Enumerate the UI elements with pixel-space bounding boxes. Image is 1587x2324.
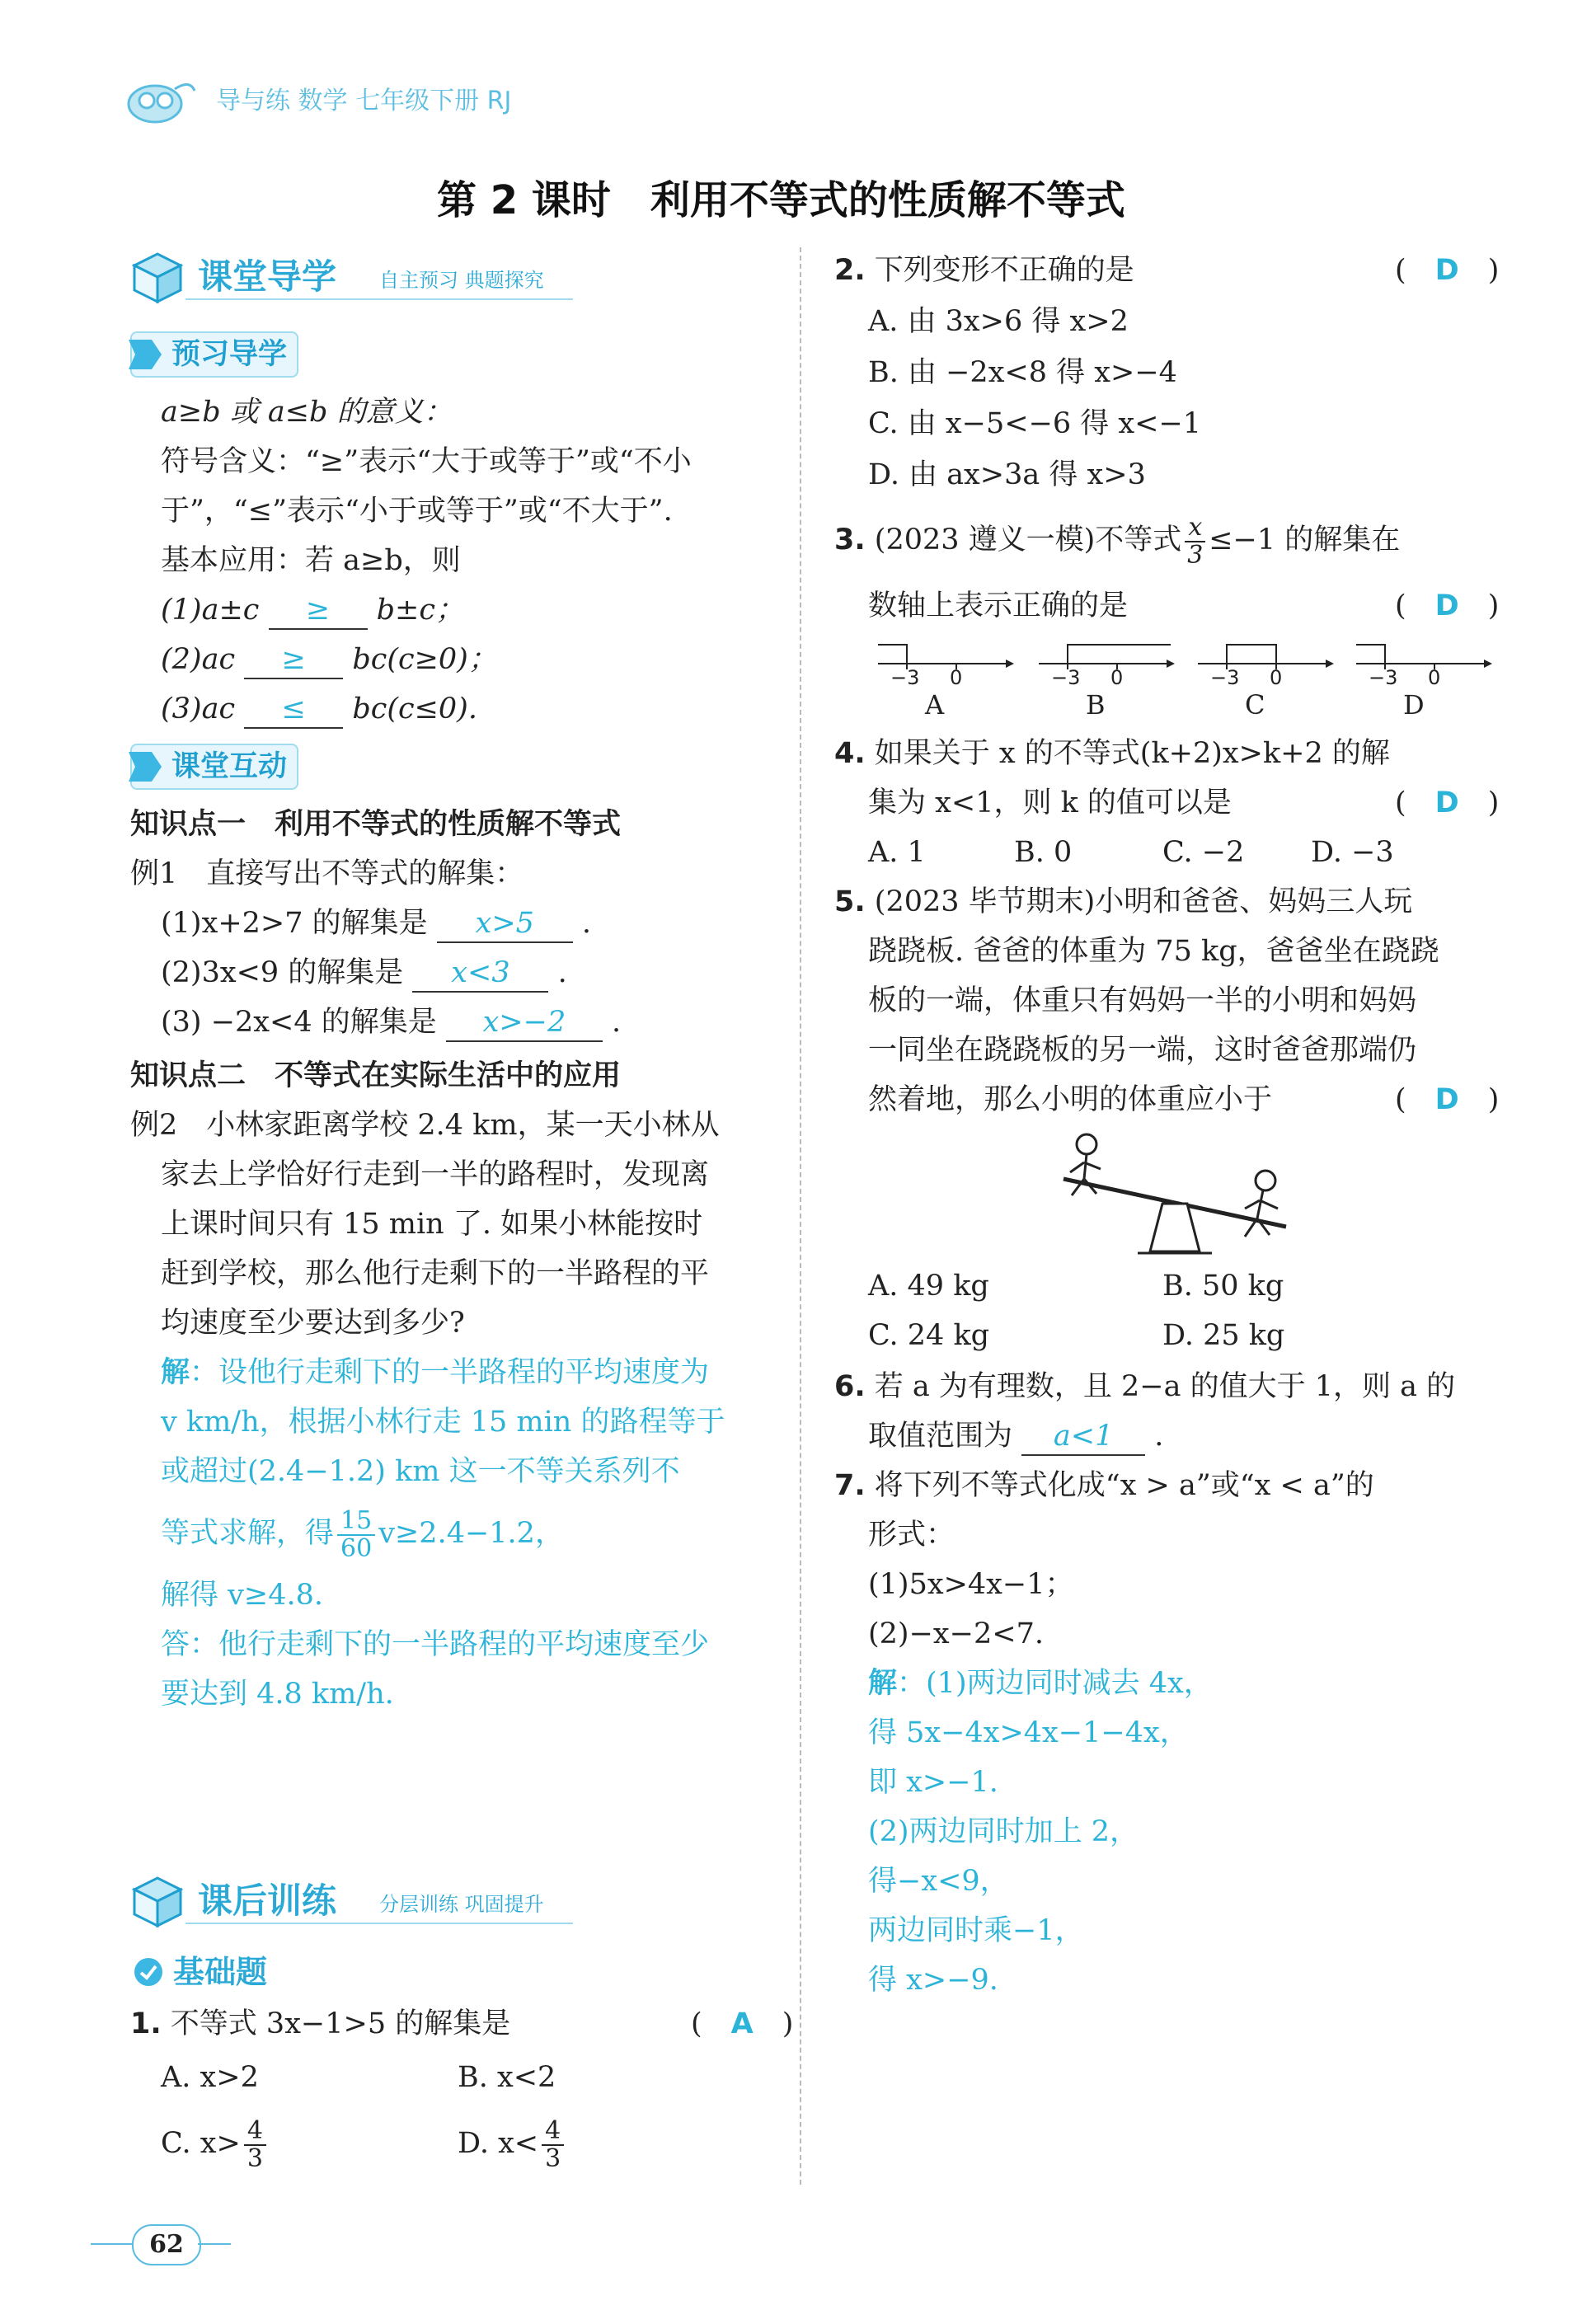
q2-option-c: C. 由 x−5<−6 得 x<−1: [868, 407, 1202, 440]
q7-number: 7.: [834, 1469, 866, 1502]
q5-line-1: (2023 毕节期末)小明和爸爸、妈妈三人玩: [874, 885, 1413, 918]
q5-option-a: A. 49 kg: [868, 1270, 989, 1303]
question-6: [834, 1362, 1455, 1411]
q1-d-fraction: [542, 2115, 564, 2173]
q6-line-2: [868, 1411, 1163, 1461]
q7-solution-line-5: 得−x<9，: [868, 1865, 1009, 1898]
example-1-item-2: [161, 948, 567, 998]
answer-2-line-2: 要达到 4.8 km/h.: [161, 1678, 394, 1711]
section-after-class-underline: [185, 1923, 573, 1924]
q1-d-pre: D. x<: [458, 2127, 539, 2160]
q4-option-d: D. −3: [1311, 836, 1394, 869]
question-4: [834, 729, 1390, 778]
app-2-answer: ≥: [244, 641, 343, 679]
section-classroom-icon: [128, 247, 187, 307]
q5-answer-bracket: ( D ): [1395, 1083, 1500, 1116]
example-2-line-2: 家去上学恰好行走到一半的路程时，发现离: [161, 1158, 710, 1191]
q2-stem: 下列变形不正确的是: [874, 254, 1134, 287]
q1-option-b: B. x<2: [458, 2061, 556, 2094]
q5-answer: D: [1434, 1083, 1459, 1116]
check-icon: [132, 1955, 165, 1988]
sol-frac-post: v≥2.4−1.2，: [378, 1517, 564, 1550]
q6-line-2-pre: 取值范围为: [868, 1420, 1013, 1453]
ex1-3-answer: x>−2: [446, 1004, 603, 1042]
q7-line-4: (2)−x−2<7.: [868, 1617, 1044, 1650]
q1-answer: A: [730, 2007, 754, 2040]
sol-2-l1: ：设他行走剩下的一半路程的平均速度为: [190, 1356, 710, 1389]
q3-stem-pre: (2023 遵义一模)不等式: [874, 523, 1182, 556]
q7-line-1: 将下列不等式化成“x > a”或“x < a”的: [874, 1469, 1374, 1502]
q1-c-den: 3: [247, 2143, 263, 2173]
question-5: [834, 877, 1412, 927]
preview-line-2: 符号含义：“≥”表示“大于或等于”或“不小: [161, 445, 692, 478]
flag-icon: [129, 752, 162, 782]
q5-line-3: 板的一端，体重只有妈妈一半的小明和妈妈: [868, 984, 1417, 1017]
flag-icon: [129, 340, 162, 369]
nl-b-label: B: [1086, 689, 1106, 721]
question-7: [834, 1461, 1374, 1510]
example-2-line-4: 赶到学校，那么他行走剩下的一半路程的平: [161, 1257, 710, 1290]
nl-c-tick-2: 0: [1270, 666, 1283, 689]
seesaw-illustration: [1047, 1129, 1303, 1261]
q7-solution-line-2: 得 5x−4x>4x−1−4x，: [868, 1716, 1189, 1749]
q7-solution-line-6: 两边同时乘−1，: [868, 1914, 1084, 1947]
solution-2-line-2: v km/h，根据小林行走 15 min 的路程等于: [161, 1406, 725, 1439]
page-number-badge: [132, 2224, 201, 2265]
app-1-answer: ≥: [269, 592, 368, 630]
number-line-d: [1352, 635, 1496, 725]
q6-line-2-post: .: [1154, 1420, 1164, 1453]
q4-answer-bracket: ( D ): [1395, 786, 1500, 819]
section-classroom-underline: [185, 298, 573, 300]
q3-frac-den: 3: [1187, 540, 1204, 570]
example-1-stem: 例1 直接写出不等式的解集：: [130, 857, 524, 890]
pill-preview-label: 预习导学: [171, 338, 288, 371]
frac-den: 60: [340, 1533, 373, 1563]
q1-answer-bracket: ( A ): [691, 2007, 794, 2040]
frac-num: 15: [337, 1508, 375, 1536]
knowledge-point-1: 知识点一 利用不等式的性质解不等式: [130, 808, 622, 841]
q3-fraction: [1185, 514, 1205, 569]
q7-line-3: (1)5x>4x−1；: [868, 1568, 1074, 1601]
nl-b-tick-2: 0: [1110, 666, 1124, 689]
nl-b-tick-1: −3: [1051, 666, 1081, 689]
example-2-line-1: 例2 小林家距离学校 2.4 km，某一天小林从: [130, 1109, 720, 1142]
pill-interact-label: 课堂互动: [171, 750, 288, 783]
q7-solution-label: 解: [868, 1667, 898, 1700]
nl-d-label: D: [1403, 689, 1425, 721]
q7-line-2: 形式：: [868, 1519, 955, 1552]
example-2-line-5: 均速度至少要达到多少?: [161, 1307, 465, 1340]
q7-solution-line-4: (2)两边同时加上 2，: [868, 1815, 1139, 1848]
q5-option-b: B. 50 kg: [1162, 1270, 1284, 1303]
app-3-pre: (3)ac: [161, 693, 236, 725]
ex1-1-answer: x>5: [437, 905, 573, 943]
q4-option-c: C. −2: [1162, 836, 1245, 869]
question-3: [834, 507, 1400, 573]
solution-2-result: 解得 v≥4.8.: [161, 1579, 324, 1612]
preview-app-3: [161, 684, 477, 734]
section-after-class-subtitle: 分层训练 巩固提升: [379, 1893, 544, 1916]
q1-c-fraction: [244, 2115, 266, 2173]
ex1-2-post: .: [557, 956, 567, 989]
solution-2-line-1: [161, 1348, 709, 1397]
q4-answer: D: [1434, 786, 1459, 819]
number-line-c: [1194, 635, 1338, 725]
ex1-3-post: .: [612, 1006, 622, 1039]
q1-number: 1.: [130, 2007, 162, 2040]
question-1: [130, 1999, 510, 2049]
app-2-post: bc(c≥0)；: [352, 643, 497, 676]
q2-option-a: A. 由 3x>6 得 x>2: [868, 305, 1129, 338]
page-title: 第 2 课时 利用不等式的性质解不等式: [437, 177, 1125, 223]
q4-option-a: A. 1: [868, 836, 926, 869]
q2-option-d: D. 由 ax>3a 得 x>3: [868, 458, 1146, 491]
q1-d-den: 3: [545, 2143, 561, 2173]
q5-number: 5.: [834, 885, 866, 918]
ex1-1-post: .: [581, 907, 592, 940]
nl-d-tick-1: −3: [1369, 666, 1398, 689]
q5-option-c: C. 24 kg: [868, 1319, 990, 1352]
preview-line-1: a≥b 或 a≤b 的意义：: [161, 396, 453, 429]
ex1-1-pre: (1)x+2>7 的解集是: [161, 907, 428, 940]
ex1-2-pre: (2)3x<9 的解集是: [161, 956, 404, 989]
q3-frac-num: x: [1185, 514, 1205, 542]
header-logo-icon: [124, 76, 198, 127]
footer-rule-left: [91, 2243, 132, 2245]
sol-frac-pre: 等式求解，得: [161, 1517, 335, 1550]
q7-sol-l1: ：(1)两边同时减去 4x，: [897, 1667, 1213, 1700]
example-1-item-3: [161, 998, 621, 1047]
app-3-answer: ≤: [244, 691, 343, 729]
nl-a-label: A: [925, 689, 945, 721]
app-2-pre: (2)ac: [161, 643, 236, 676]
q1-c-pre: C. x>: [161, 2127, 241, 2160]
q6-line-1: 若 a 为有理数，且 2−a 的值大于 1，则 a 的: [874, 1370, 1456, 1403]
solution-label: 解: [161, 1356, 190, 1389]
q3-line-2: 数轴上表示正确的是: [868, 589, 1129, 622]
q7-solution-line-1: [868, 1659, 1213, 1708]
page-number: 62: [149, 2230, 184, 2259]
q6-number: 6.: [834, 1370, 866, 1403]
app-1-pre: (1)a±c: [161, 594, 260, 627]
q1-option-d: [458, 2110, 567, 2176]
pill-interact: [130, 744, 298, 790]
q4-line-2: 集为 x<1，则 k 的值可以是: [868, 786, 1232, 819]
question-2: [834, 246, 1134, 295]
q3-answer-bracket: ( D ): [1395, 589, 1500, 622]
header-series: 导与练 数学 七年级下册 RJ: [216, 87, 512, 115]
nl-a-tick-2: 0: [950, 666, 963, 689]
section-classroom-subtitle: 自主预习 典题探究: [379, 269, 544, 292]
app-3-post: bc(c≤0).: [352, 693, 477, 725]
nl-c-label: C: [1245, 689, 1265, 721]
section-after-class-icon: [128, 1871, 187, 1931]
example-2-line-3: 上课时间只有 15 min 了. 如果小林能按时: [161, 1208, 703, 1241]
q4-number: 4.: [834, 737, 866, 770]
ex1-3-pre: (3) −2x<4 的解集是: [161, 1006, 437, 1039]
example-1-item-1: [161, 899, 591, 948]
pill-preview: [130, 331, 298, 378]
q3-number: 3.: [834, 523, 866, 556]
q2-answer-bracket: ( D ): [1395, 254, 1500, 287]
q1-option-c: [161, 2110, 270, 2176]
section-after-class-title: 课后训练: [198, 1880, 337, 1921]
solution-2-line-4: [161, 1500, 564, 1566]
q5-line-4: 一同坐在跷跷板的另一端，这时爸爸那端仍: [868, 1034, 1417, 1067]
fraction: [337, 1505, 375, 1563]
column-divider: [800, 247, 801, 2185]
q1-option-a: A. x>2: [161, 2061, 259, 2094]
app-1-post: b±c；: [376, 594, 464, 627]
nl-a-tick-1: −3: [890, 666, 920, 689]
preview-app-1: [161, 585, 464, 635]
ex1-2-answer: x<3: [412, 955, 548, 993]
preview-app-2: [161, 635, 497, 684]
footer-rule-right: [198, 2243, 231, 2245]
number-line-b: [1035, 635, 1179, 725]
section-classroom-title: 课堂导学: [198, 256, 337, 297]
q1-c-num: 4: [244, 2118, 266, 2146]
q1-d-num: 4: [542, 2118, 564, 2146]
q5-option-d: D. 25 kg: [1162, 1319, 1285, 1352]
q5-line-2: 跷跷板. 爸爸的体重为 75 kg，爸爸坐在跷跷: [868, 935, 1439, 968]
q6-answer: a<1: [1021, 1418, 1145, 1456]
q5-line-5: 然着地，那么小明的体重应小于: [868, 1083, 1273, 1116]
knowledge-point-2: 知识点二 不等式在实际生活中的应用: [130, 1059, 622, 1092]
q3-answer: D: [1434, 589, 1459, 622]
q1-stem: 不等式 3x−1>5 的解集是: [170, 2007, 511, 2040]
nl-c-tick-1: −3: [1210, 666, 1240, 689]
answer-2-line-1: 答：他行走剩下的一半路程的平均速度至少: [161, 1628, 710, 1661]
number-line-a: [874, 635, 1018, 725]
q2-number: 2.: [834, 254, 866, 287]
solution-2-line-3: 或超过(2.4−1.2) km 这一不等关系列不: [161, 1455, 680, 1488]
nl-d-tick-2: 0: [1428, 666, 1441, 689]
q4-line-1: 如果关于 x 的不等式(k+2)x>k+2 的解: [874, 737, 1390, 770]
preview-line-4: 基本应用：若 a≥b，则: [161, 544, 461, 577]
q2-option-b: B. 由 −2x<8 得 x>−4: [868, 356, 1177, 389]
q7-solution-line-7: 得 x>−9.: [868, 1964, 998, 1997]
preview-line-3: 于”，“≤”表示“小于或等于”或“不大于”.: [161, 495, 673, 528]
basic-title: 基础题: [173, 1954, 268, 1990]
q4-option-b: B. 0: [1014, 836, 1073, 869]
q2-answer: D: [1434, 254, 1459, 287]
q7-solution-line-3: 即 x>−1.: [868, 1766, 998, 1799]
q3-stem-post: ≤−1 的解集在: [1209, 523, 1401, 556]
